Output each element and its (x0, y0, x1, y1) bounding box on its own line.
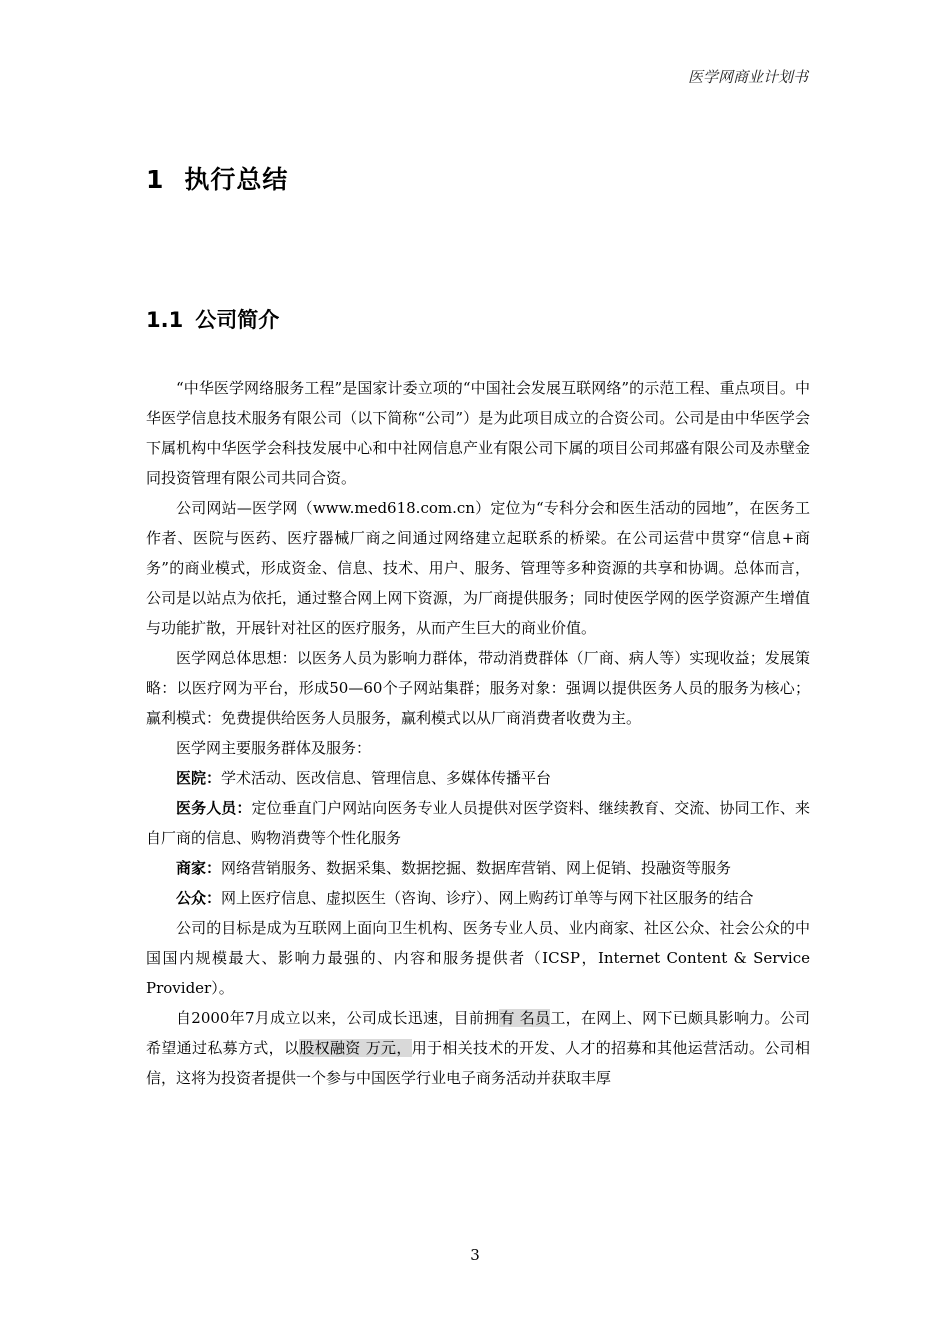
service-text: 网络营销服务、数据采集、数据挖掘、数据库营销、网上促销、投融资等服务 (221, 859, 732, 877)
page-number: 3 (470, 1246, 480, 1264)
paragraph-services-intro: 医学网主要服务群体及服务： (176, 739, 372, 757)
service-item-merchant (146, 853, 810, 883)
section-heading (146, 304, 279, 334)
service-text: 学术活动、医改信息、管理信息、多媒体传播平台 (221, 769, 552, 787)
paragraph-financing (146, 1003, 810, 1093)
chapter-title: 执行总结 (184, 165, 289, 194)
service-label: 医院： (176, 769, 222, 787)
running-header: 医学网商业计划书 (687, 68, 808, 86)
paragraph-goal: 公司的目标是成为互联网上面向卫生机构、医务专业人员、业内商家、社区公众、社会公众的中国国内规模最大、影响力最强的、内容和服务提供者（ICSP，Internet Content & Service Provider）。 (146, 919, 810, 997)
service-item-hospital (146, 763, 810, 793)
service-text: 网上医疗信息、虚拟医生（咨询、诊疗）、网上购药订单等与网下社区服务的结合 (221, 889, 754, 907)
financing-text-b: 工，在网上、网下已颇具影响力。公司希望通过私募方式，以 (146, 1009, 810, 1057)
body-text (146, 373, 810, 1093)
financing-text-c: 用于相关技术的开发、人才的招募和其他运营活动。公司相信，这将为投资者提供一个参与中国医学行业电子商务活动并获取丰厚 (146, 1039, 810, 1087)
service-item-staff (146, 793, 810, 853)
paragraph-intro: “中华医学网络服务工程”是国家计委立项的“中国社会发展互联网络”的示范工程、重点项目。中华医学信息技术服务有限公司（以下简称“公司”）是为此项目成立的合资公司。公司是由中华医学会下属机构中华医学会科技发展中心和中社网信息产业有限公司下属的项目公司邦盛有限公司及赤壁金同投资管理有限公司共同合资。 (146, 379, 810, 487)
service-text: 定位垂直门户网站向医务专业人员提供对医学资料、继续教育、交流、协同工作、来自厂商的信息、购物消费等个性化服务 (146, 799, 810, 847)
service-label: 医务人员： (176, 799, 252, 817)
chapter-heading (146, 160, 288, 196)
highlighted-employee-count: 有 名员 (499, 1009, 551, 1027)
paragraph-strategy: 医学网总体思想：以医务人员为影响力群体，带动消费群体（厂商、病人等）实现收益；发展策略：以医疗网为平台，形成50—60个子网站集群；服务对象：强调以提供医务人员的服务为核心；赢利模式：免费提供给医务人员服务，赢利模式以从厂商消费者收费为主。 (146, 649, 810, 727)
service-item-public (146, 883, 810, 913)
section-number: 1.1 (146, 308, 184, 332)
highlighted-equity-amount: 股权融资 万元， (299, 1039, 412, 1057)
section-title: 公司简介 (195, 308, 280, 332)
paragraph-website: 公司网站—医学网（www.med618.com.cn）定位为“专科分会和医生活动的园地”，在医务工作者、医院与医药、医疗器械厂商之间通过网络建立起联系的桥梁。在公司运营中贯穿“信息+商务”的商业模式，形成资金、信息、技术、用户、服务、管理等多种资源的共享和协调。总体而言，公司是以站点为依托，通过整合网上网下资源，为厂商提供服务；同时使医学网的医学资源产生增值与功能扩散，开展针对社区的医疗服务，从而产生巨大的商业价值。 (146, 499, 810, 637)
chapter-number: 1 (146, 165, 165, 194)
financing-text-a: 自2000年7月成立以来，公司成长迅速，目前拥 (176, 1009, 500, 1027)
service-label: 公众： (176, 889, 222, 907)
service-label: 商家： (176, 859, 222, 877)
